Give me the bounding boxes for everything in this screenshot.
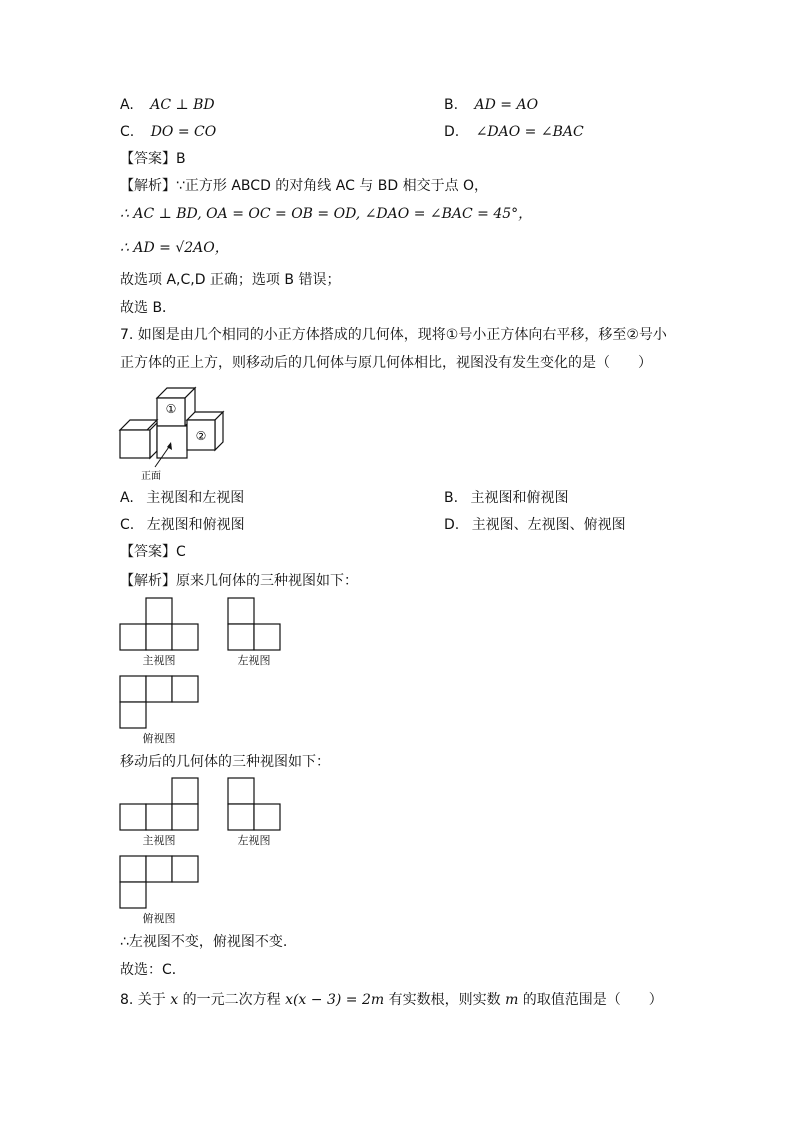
moved-views <box>118 776 288 926</box>
q8-var-m: m <box>505 992 519 1008</box>
option-expression: AC ⊥ BD <box>150 97 215 113</box>
option-letter: D. <box>444 124 460 140</box>
q7-moved-line: 移动后的几何体的三种视图如下： <box>120 754 330 770</box>
analysis-label: 【解析】 <box>120 178 176 194</box>
moved-top-caption: 俯视图 <box>142 912 176 925</box>
option-letter: B. <box>444 97 459 113</box>
front-label: 正面 <box>141 471 161 482</box>
q6-answer: 【答案】B <box>120 151 186 167</box>
cube-label-2: ② <box>195 429 207 443</box>
option-text: 主视图和左视图 <box>146 490 245 506</box>
moved-left-caption: 左视图 <box>237 834 271 847</box>
original-views <box>118 596 288 746</box>
q6-option-a[interactable] <box>120 95 215 115</box>
q7-stem-1: 7. 如图是由几个相同的小正方体搭成的几何体，现将①号小正方体向右平移，移至②号小 <box>120 327 667 343</box>
option-expression: AD = AO <box>474 97 539 113</box>
q6-analysis-2: ∴ AC ⊥ BD, OA = OC = OB = OD, ∠DAO = ∠BAC = 45°， <box>120 206 533 222</box>
moved-front-view <box>120 778 198 830</box>
original-left-view <box>228 598 280 650</box>
option-text: 主视图、左视图、俯视图 <box>471 517 626 533</box>
q8-stem <box>120 990 663 1010</box>
original-front-caption: 主视图 <box>142 654 176 667</box>
q7-analysis-1 <box>120 571 358 591</box>
q7-option-a[interactable] <box>120 488 244 508</box>
option-text: 左视图和俯视图 <box>146 517 245 533</box>
q6-analysis-5: 故选 B． <box>120 300 177 316</box>
option-expression: DO = CO <box>150 124 217 140</box>
q7-option-d[interactable] <box>444 515 626 535</box>
cube-figure <box>115 378 235 484</box>
original-top-caption: 俯视图 <box>142 732 176 745</box>
q7-option-c[interactable] <box>120 515 245 535</box>
q8-stem-suffix: 的取值范围是（ ） <box>522 992 663 1008</box>
analysis-text: 原来几何体的三种视图如下： <box>176 573 358 589</box>
q6-analysis-1 <box>120 176 488 196</box>
original-left-caption: 左视图 <box>237 654 271 667</box>
q6-analysis-4: 故选项 A,C,D 正确；选项 B 错误； <box>120 272 341 288</box>
analysis-label: 【解析】 <box>120 573 176 589</box>
q8-stem-prefix: 8. 关于 <box>120 992 166 1008</box>
q8-stem-mid: 的一元二次方程 <box>182 992 281 1008</box>
option-letter: C. <box>120 124 135 140</box>
q6-option-c[interactable] <box>120 122 216 142</box>
moved-front-caption: 主视图 <box>142 834 176 847</box>
option-letter: A. <box>120 97 134 113</box>
q7-final: 故选：C． <box>120 962 186 978</box>
q7-conclusion: ∴左视图不变，俯视图不变. <box>120 934 288 950</box>
original-front-view <box>120 598 198 650</box>
moved-left-view <box>228 778 280 830</box>
option-letter: D. <box>444 517 460 533</box>
q6-option-d[interactable] <box>444 122 584 142</box>
q7-answer: 【答案】C <box>120 544 186 560</box>
option-letter: C. <box>120 517 135 533</box>
option-text: 主视图和俯视图 <box>470 490 569 506</box>
option-expression: ∠DAO = ∠BAC <box>475 124 584 140</box>
option-letter: B. <box>444 490 459 506</box>
q7-stem-2: 正方体的正上方，则移动后的几何体与原几何体相比，视图没有发生变化的是（ ） <box>120 355 652 371</box>
q8-var-x: x <box>170 992 179 1008</box>
q6-analysis-3: ∴ AD = √2AO， <box>120 240 229 256</box>
original-top-view <box>120 676 198 728</box>
moved-top-view <box>120 856 198 908</box>
analysis-text: ∵正方形 ABCD 的对角线 AC 与 BD 相交于点 O， <box>176 178 489 194</box>
option-letter: A. <box>120 490 134 506</box>
q8-equation: x(x − 3) = 2m <box>285 992 385 1008</box>
q8-stem-mid2: 有实数根，则实数 <box>388 992 501 1008</box>
q6-option-b[interactable] <box>444 95 538 115</box>
cube-label-1: ① <box>165 402 177 416</box>
q7-option-b[interactable] <box>444 488 569 508</box>
